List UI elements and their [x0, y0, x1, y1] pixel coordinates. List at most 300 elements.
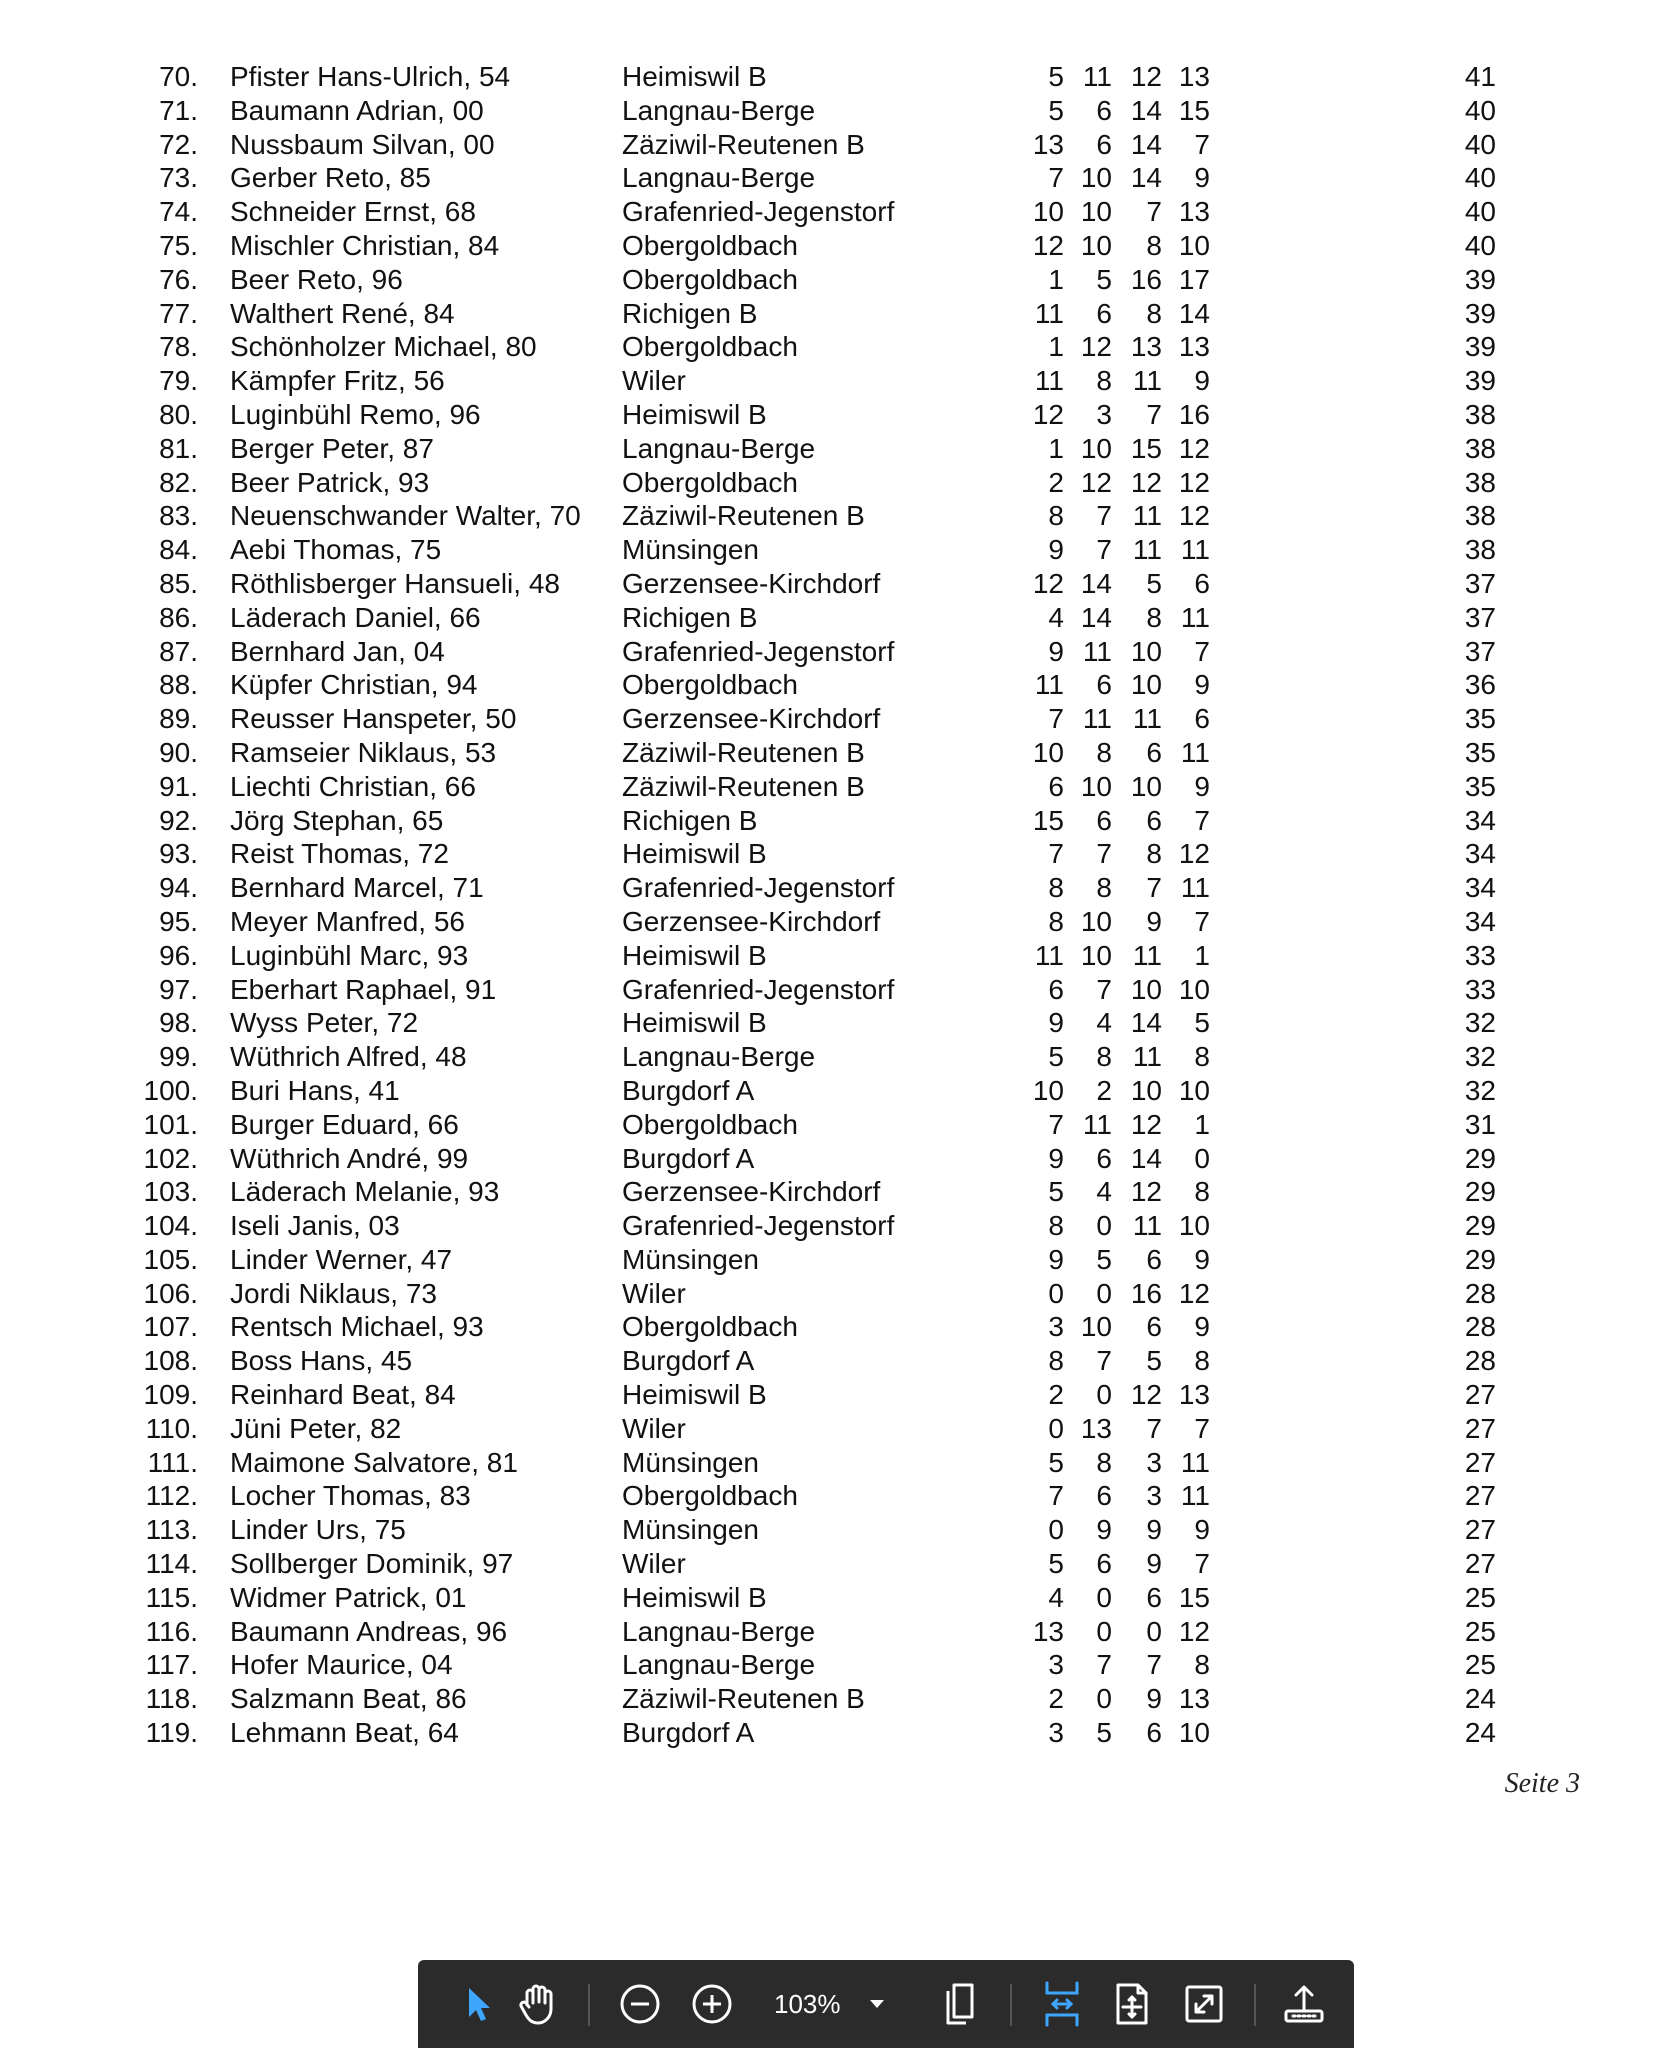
cell-total: 38 [1464, 466, 1496, 498]
cell-s2: 8 [1096, 1446, 1112, 1478]
cell-s2: 4 [1096, 1176, 1112, 1208]
pdf-toolbar [418, 1960, 1354, 2048]
table-row [0, 195, 1680, 229]
cell-name: Eberhart Raphael, 91 [230, 973, 497, 1005]
page-view-icon [940, 1981, 980, 2027]
cell-s3: 7 [1146, 1649, 1162, 1681]
cell-s3: 8 [1146, 297, 1162, 329]
cell-club: Obergoldbach [622, 466, 798, 498]
cell-s3: 10 [1130, 669, 1162, 701]
cell-rank: 96. [159, 939, 198, 971]
cell-s1: 11 [1034, 669, 1064, 701]
cell-s2: 10 [1080, 770, 1112, 802]
cell-s3: 10 [1130, 635, 1162, 667]
cell-club: Wiler [622, 365, 686, 397]
table-row [0, 1175, 1680, 1209]
cell-s1: 8 [1048, 500, 1064, 532]
cell-name: Wyss Peter, 72 [230, 1007, 419, 1039]
cell-name: Bernhard Jan, 04 [230, 635, 445, 667]
cell-s4: 10 [1178, 1210, 1210, 1242]
cell-total: 40 [1464, 162, 1496, 194]
cell-s2: 11 [1082, 1108, 1112, 1140]
cell-s1: 9 [1048, 635, 1064, 667]
cell-club: Heimiswil B [622, 1007, 767, 1039]
cell-name: Baumann Andreas, 96 [230, 1615, 508, 1647]
cell-s4: 9 [1194, 1243, 1210, 1275]
cell-club: Grafenried-Jegenstorf [622, 196, 895, 228]
zoom-out-icon [618, 1982, 662, 2026]
cell-rank: 93. [159, 838, 198, 870]
cell-total: 38 [1464, 500, 1496, 532]
cell-s2: 0 [1096, 1210, 1112, 1242]
cell-total: 38 [1464, 432, 1496, 464]
cell-name: Läderach Melanie, 93 [230, 1176, 500, 1208]
cell-total: 27 [1464, 1379, 1496, 1411]
cell-s4: 10 [1178, 973, 1210, 1005]
cell-s2: 0 [1096, 1277, 1112, 1309]
cell-rank: 107. [143, 1311, 198, 1343]
cell-s4: 9 [1194, 669, 1210, 701]
cell-total: 29 [1464, 1176, 1496, 1208]
cell-club: Zäziwil-Reutenen B [622, 500, 865, 532]
cell-s3: 8 [1146, 838, 1162, 870]
table-row [0, 1074, 1680, 1108]
cell-rank: 79. [159, 365, 198, 397]
cell-name: Boss Hans, 45 [230, 1345, 413, 1377]
cell-name: Burger Eduard, 66 [230, 1108, 459, 1140]
cell-s4: 10 [1178, 1717, 1210, 1749]
cell-s1: 4 [1048, 1581, 1064, 1613]
cell-s2: 7 [1096, 838, 1112, 870]
cell-s4: 10 [1178, 1074, 1210, 1106]
table-row [0, 668, 1680, 702]
cell-s3: 12 [1130, 1108, 1162, 1140]
cell-s3: 10 [1130, 973, 1162, 1005]
cell-total: 34 [1464, 905, 1496, 937]
cell-club: Obergoldbach [622, 1311, 798, 1343]
cell-s4: 7 [1194, 1412, 1210, 1444]
cell-s1: 7 [1048, 703, 1064, 735]
cell-rank: 100. [143, 1074, 198, 1106]
cell-name: Rentsch Michael, 93 [230, 1311, 484, 1343]
cell-s1: 11 [1034, 939, 1064, 971]
cell-s4: 13 [1178, 331, 1210, 363]
table-row [0, 601, 1680, 635]
table-row [0, 229, 1680, 263]
cell-club: Heimiswil B [622, 838, 767, 870]
table-row [0, 635, 1680, 669]
cell-rank: 119. [145, 1717, 198, 1749]
cell-s4: 11 [1180, 1480, 1210, 1512]
cell-rank: 112. [145, 1480, 198, 1512]
cell-s1: 2 [1048, 1683, 1064, 1715]
cell-club: Zäziwil-Reutenen B [622, 736, 865, 768]
cell-s2: 0 [1096, 1683, 1112, 1715]
cell-club: Münsingen [622, 1243, 759, 1275]
cell-club: Wiler [622, 1412, 686, 1444]
cell-s3: 6 [1146, 736, 1162, 768]
table-row [0, 1716, 1680, 1750]
cell-s1: 7 [1048, 162, 1064, 194]
cell-total: 39 [1464, 263, 1496, 295]
zoom-in-button[interactable] [682, 1974, 742, 2034]
cell-s1: 15 [1032, 804, 1064, 836]
cell-name: Jüni Peter, 82 [230, 1412, 402, 1444]
cell-name: Schönholzer Michael, 80 [230, 331, 537, 363]
hand-tool-button[interactable] [508, 1974, 568, 2034]
cell-s3: 16 [1130, 1277, 1162, 1309]
cell-name: Buri Hans, 41 [230, 1074, 400, 1106]
cell-name: Kämpfer Fritz, 56 [230, 365, 445, 397]
cell-name: Röthlisberger Hansueli, 48 [230, 567, 560, 599]
table-row [0, 364, 1680, 398]
download-button[interactable] [1274, 1974, 1334, 2034]
cell-rank: 73. [159, 162, 198, 194]
cell-total: 24 [1464, 1683, 1496, 1715]
cell-club: Münsingen [622, 534, 759, 566]
cell-rank: 70. [159, 61, 198, 92]
cell-club: Langnau-Berge [622, 162, 816, 194]
cell-s3: 11 [1132, 1210, 1162, 1242]
zoom-value: 103% [774, 1989, 841, 2019]
cell-total: 25 [1464, 1649, 1496, 1681]
cell-s3: 14 [1130, 94, 1162, 126]
cell-s2: 6 [1096, 1548, 1112, 1580]
table-row [0, 1209, 1680, 1243]
table-row [0, 60, 1680, 94]
cell-rank: 102. [143, 1142, 198, 1174]
cell-s3: 12 [1130, 1176, 1162, 1208]
cell-total: 39 [1464, 331, 1496, 363]
cell-club: Gerzensee-Kirchdorf [622, 1176, 881, 1208]
cell-club: Obergoldbach [622, 1108, 798, 1140]
cell-club: Obergoldbach [622, 229, 798, 261]
cell-rank: 115. [145, 1581, 198, 1613]
cell-s2: 6 [1096, 94, 1112, 126]
cell-name: Walthert René, 84 [230, 297, 455, 329]
cell-name: Hofer Maurice, 04 [230, 1649, 453, 1681]
table-row [0, 1547, 1680, 1581]
cell-club: Obergoldbach [622, 263, 798, 295]
cell-name: Mischler Christian, 84 [230, 229, 500, 261]
cell-s4: 16 [1178, 398, 1210, 430]
fit-page-button[interactable] [1102, 1974, 1162, 2034]
cell-s3: 6 [1146, 1581, 1162, 1613]
cell-total: 39 [1464, 297, 1496, 329]
cell-club: Burgdorf A [622, 1717, 755, 1749]
cell-s4: 9 [1194, 1514, 1210, 1546]
cell-s3: 7 [1146, 872, 1162, 904]
cell-s2: 7 [1096, 534, 1112, 566]
cell-club: Langnau-Berge [622, 432, 816, 464]
cell-s2: 5 [1096, 263, 1112, 295]
cell-club: Heimiswil B [622, 1379, 767, 1411]
cell-s2: 10 [1080, 1311, 1112, 1343]
cell-s3: 8 [1146, 601, 1162, 633]
cell-total: 31 [1464, 1108, 1496, 1140]
cell-s4: 9 [1194, 162, 1210, 194]
table-row [0, 1513, 1680, 1547]
cell-total: 34 [1464, 872, 1496, 904]
cell-total: 41 [1464, 61, 1496, 92]
cell-s2: 7 [1096, 500, 1112, 532]
cell-total: 27 [1464, 1412, 1496, 1444]
cell-total: 36 [1464, 669, 1496, 701]
table-row [0, 398, 1680, 432]
cell-name: Luginbühl Marc, 93 [230, 939, 469, 971]
cell-rank: 86. [159, 601, 198, 633]
cell-rank: 94. [159, 872, 198, 904]
cell-s1: 5 [1048, 1548, 1064, 1580]
cell-s1: 7 [1048, 1108, 1064, 1140]
cell-s2: 9 [1096, 1514, 1112, 1546]
cell-s4: 13 [1178, 61, 1210, 92]
cell-s2: 0 [1096, 1581, 1112, 1613]
cell-rank: 98. [159, 1007, 198, 1039]
cell-s3: 6 [1146, 804, 1162, 836]
cell-s4: 15 [1178, 94, 1210, 126]
table-row [0, 804, 1680, 838]
cell-name: Baumann Adrian, 00 [230, 94, 484, 126]
cell-s1: 13 [1032, 128, 1064, 160]
cell-s2: 11 [1082, 61, 1112, 92]
cell-s4: 12 [1178, 1615, 1210, 1647]
zoom-in-icon [690, 1982, 734, 2026]
cell-s4: 7 [1194, 128, 1210, 160]
cell-s4: 1 [1194, 939, 1210, 971]
cell-s2: 8 [1096, 1041, 1112, 1073]
table-row [0, 161, 1680, 195]
cell-total: 28 [1464, 1311, 1496, 1343]
table-row [0, 1615, 1680, 1649]
cell-name: Ramseier Niklaus, 53 [230, 736, 497, 768]
chevron-down-icon [868, 1974, 886, 2034]
cell-name: Reusser Hanspeter, 50 [230, 703, 517, 735]
page-view-button[interactable] [930, 1974, 990, 2034]
cell-s2: 10 [1080, 162, 1112, 194]
cell-s4: 9 [1194, 770, 1210, 802]
cell-club: Obergoldbach [622, 331, 798, 363]
cell-s4: 11 [1180, 736, 1210, 768]
cell-s4: 10 [1178, 229, 1210, 261]
cell-s2: 0 [1096, 1379, 1112, 1411]
cell-total: 25 [1464, 1615, 1496, 1647]
cell-s2: 10 [1080, 229, 1112, 261]
cell-s2: 11 [1082, 703, 1112, 735]
cell-s4: 7 [1194, 905, 1210, 937]
cell-club: Zäziwil-Reutenen B [622, 1683, 865, 1715]
select-tool-button[interactable] [448, 1974, 508, 2034]
cell-rank: 89. [159, 703, 198, 735]
cell-rank: 97. [159, 973, 198, 1005]
cell-s2: 8 [1096, 872, 1112, 904]
cell-club: Grafenried-Jegenstorf [622, 1210, 895, 1242]
cell-name: Maimone Salvatore, 81 [230, 1446, 518, 1478]
cell-club: Gerzensee-Kirchdorf [622, 703, 881, 735]
cell-name: Bernhard Marcel, 71 [230, 872, 484, 904]
table-row [0, 1581, 1680, 1615]
cell-rank: 104. [143, 1210, 198, 1242]
cell-club: Gerzensee-Kirchdorf [622, 905, 881, 937]
cell-club: Obergoldbach [622, 1480, 798, 1512]
table-row [0, 1446, 1680, 1480]
cell-s4: 1 [1194, 1108, 1210, 1140]
cell-rank: 105. [143, 1243, 198, 1275]
cell-s3: 6 [1146, 1311, 1162, 1343]
cell-s3: 14 [1130, 128, 1162, 160]
cell-club: Heimiswil B [622, 939, 767, 971]
cell-rank: 76. [159, 263, 198, 295]
table-row [0, 1412, 1680, 1446]
cell-s1: 4 [1048, 601, 1064, 633]
cell-s2: 11 [1082, 635, 1112, 667]
cell-total: 27 [1464, 1548, 1496, 1580]
cell-s1: 13 [1032, 1615, 1064, 1647]
table-row [0, 1378, 1680, 1412]
table-row [0, 432, 1680, 466]
cell-name: Salzmann Beat, 86 [230, 1683, 467, 1715]
cell-rank: 85. [159, 567, 198, 599]
cell-s4: 11 [1180, 1446, 1210, 1478]
cell-total: 38 [1464, 534, 1496, 566]
cell-rank: 91. [159, 770, 198, 802]
cell-s2: 5 [1096, 1243, 1112, 1275]
cell-total: 29 [1464, 1210, 1496, 1242]
cell-s4: 13 [1178, 1683, 1210, 1715]
cell-total: 25 [1464, 1581, 1496, 1613]
fit-width-button[interactable] [1032, 1974, 1092, 2034]
cell-rank: 81. [159, 432, 198, 464]
cell-club: Heimiswil B [622, 1581, 767, 1613]
cell-s1: 11 [1034, 365, 1064, 397]
cell-club: Heimiswil B [622, 398, 767, 430]
cell-total: 32 [1464, 1007, 1496, 1039]
cell-total: 40 [1464, 128, 1496, 160]
table-row [0, 466, 1680, 500]
cell-s3: 14 [1130, 1142, 1162, 1174]
cell-s2: 8 [1096, 365, 1112, 397]
cell-s4: 7 [1194, 804, 1210, 836]
cell-club: Grafenried-Jegenstorf [622, 635, 895, 667]
cell-rank: 72. [159, 128, 198, 160]
cell-s4: 12 [1178, 838, 1210, 870]
ranking-table [0, 60, 1680, 1750]
cell-club: Langnau-Berge [622, 1615, 816, 1647]
cell-s1: 10 [1032, 1074, 1064, 1106]
cell-rank: 106. [143, 1277, 198, 1309]
cell-s1: 8 [1048, 1210, 1064, 1242]
cell-s1: 6 [1048, 770, 1064, 802]
cell-club: Burgdorf A [622, 1074, 755, 1106]
cell-total: 35 [1464, 770, 1496, 802]
cell-club: Zäziwil-Reutenen B [622, 128, 865, 160]
cell-s4: 5 [1194, 1007, 1210, 1039]
cell-s3: 11 [1132, 534, 1162, 566]
cell-s1: 1 [1048, 432, 1064, 464]
cell-s1: 9 [1048, 1243, 1064, 1275]
cell-s3: 16 [1130, 263, 1162, 295]
cell-s4: 11 [1180, 872, 1210, 904]
cell-s2: 6 [1096, 297, 1112, 329]
cell-s3: 7 [1146, 398, 1162, 430]
cell-total: 40 [1464, 94, 1496, 126]
cell-s4: 9 [1194, 365, 1210, 397]
cell-rank: 109. [143, 1379, 198, 1411]
cell-rank: 74. [159, 196, 198, 228]
cell-name: Iseli Janis, 03 [230, 1210, 400, 1242]
cell-s4: 12 [1178, 466, 1210, 498]
cell-total: 28 [1464, 1345, 1496, 1377]
cell-club: Langnau-Berge [622, 1041, 816, 1073]
table-row [0, 702, 1680, 736]
cell-name: Berger Peter, 87 [230, 432, 434, 464]
cell-club: Burgdorf A [622, 1142, 755, 1174]
table-row [0, 1040, 1680, 1074]
cell-name: Küpfer Christian, 94 [230, 669, 478, 701]
zoom-out-button[interactable] [610, 1974, 670, 2034]
cell-club: Münsingen [622, 1446, 759, 1478]
cell-s1: 9 [1048, 1142, 1064, 1174]
cell-s1: 10 [1032, 196, 1064, 228]
cell-s3: 12 [1130, 466, 1162, 498]
table-row [0, 939, 1680, 973]
cell-rank: 77. [159, 297, 198, 329]
cell-club: Wiler [622, 1277, 686, 1309]
cell-name: Luginbühl Remo, 96 [230, 398, 481, 430]
table-row [0, 871, 1680, 905]
cell-name: Läderach Daniel, 66 [230, 601, 481, 633]
cell-name: Linder Werner, 47 [230, 1243, 453, 1275]
cell-s2: 7 [1096, 1345, 1112, 1377]
cell-s4: 8 [1194, 1345, 1210, 1377]
cell-s2: 13 [1080, 1412, 1112, 1444]
zoom-select[interactable] [748, 1974, 898, 2034]
cell-s2: 14 [1080, 567, 1112, 599]
table-row [0, 736, 1680, 770]
cell-s3: 10 [1130, 770, 1162, 802]
cell-name: Sollberger Dominik, 97 [230, 1548, 514, 1580]
fullscreen-button[interactable] [1174, 1974, 1234, 2034]
cell-s4: 6 [1194, 703, 1210, 735]
cell-s3: 0 [1146, 1615, 1162, 1647]
cell-total: 32 [1464, 1074, 1496, 1106]
cell-name: Pfister Hans-Ulrich, 54 [230, 61, 511, 92]
cell-s1: 7 [1048, 1480, 1064, 1512]
cell-total: 34 [1464, 838, 1496, 870]
table-row [0, 1006, 1680, 1040]
cell-total: 29 [1464, 1243, 1496, 1275]
table-row [0, 1243, 1680, 1277]
cell-s2: 10 [1080, 196, 1112, 228]
cell-name: Wüthrich André, 99 [230, 1142, 469, 1174]
cell-rank: 78. [159, 331, 198, 363]
cell-s3: 9 [1146, 905, 1162, 937]
cell-rank: 80. [159, 398, 198, 430]
cell-s1: 3 [1048, 1649, 1064, 1681]
cell-name: Reist Thomas, 72 [230, 838, 449, 870]
cell-rank: 92. [159, 804, 198, 836]
cell-s2: 5 [1096, 1717, 1112, 1749]
cell-rank: 87. [159, 635, 198, 667]
cell-club: Obergoldbach [622, 669, 798, 701]
cell-club: Wiler [622, 1548, 686, 1580]
cell-s4: 8 [1194, 1041, 1210, 1073]
cell-s1: 9 [1048, 534, 1064, 566]
cell-s3: 6 [1146, 1717, 1162, 1749]
cell-rank: 75. [159, 229, 198, 261]
cell-rank: 95. [159, 905, 198, 937]
cell-s3: 12 [1130, 1379, 1162, 1411]
